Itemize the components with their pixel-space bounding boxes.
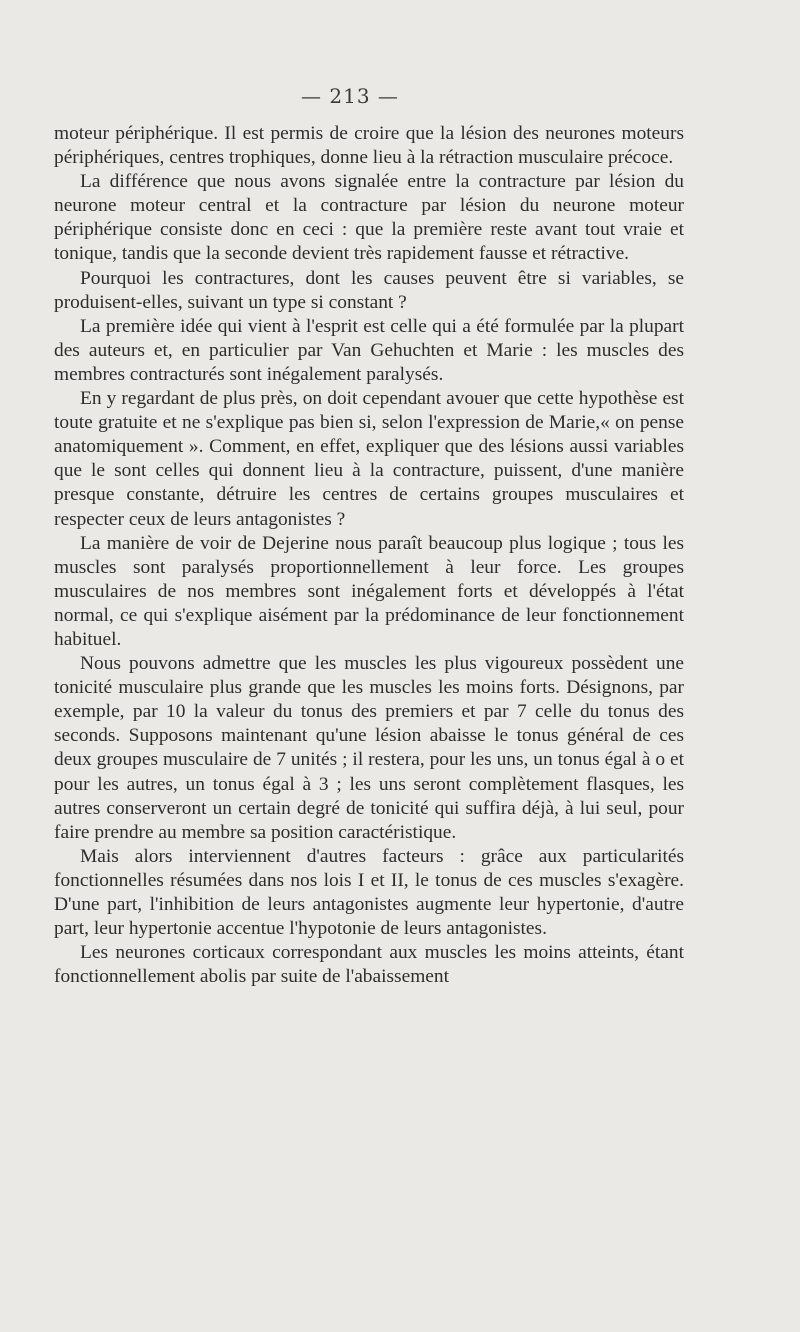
paragraph: La première idée qui vient à l'esprit est celle qui a été formulée par la plupart des auteurs et, en particulier par Van Gehuchten et Marie : les muscles des membres contracturés sont inégalement paralysés. xyxy=(54,315,684,385)
paragraph: Mais alors interviennent d'autres facteurs : grâce aux particularités fonctionnelles résumées dans nos lois I et II, le tonus de ces muscles s'exagère. D'une part, l'inhibition de leurs antagonistes augmente leur hypertonie, d'autre part, leur hypertonie accentue l'hypotonie de leurs antagonistes. xyxy=(54,845,684,940)
paragraph: La différence que nous avons signalée entre la contracture par lésion du neurone moteur central et la contracture par lésion du neurone moteur périphérique consiste donc en ceci : que la première reste avant tout vraie et tonique, tandis que la seconde devient très rapidement fausse et rétractive. xyxy=(54,171,684,265)
body-text xyxy=(54,122,684,989)
paragraph: Les neurones corticaux correspondant aux muscles les moins atteints, étant fonctionnellement abolis par suite de l'abaissement xyxy=(54,942,684,988)
paragraph: Pourquoi les contractures, dont les causes peuvent être si variables, se produisent-elles, suivant un type si constant ? xyxy=(54,267,684,313)
paragraph: La manière de voir de Dejerine nous paraît beaucoup plus logique ; tous les muscles sont paralysés proportionnellement à leur force. Les groupes musculaires de nos membres sont inégalement forts et développés à l'état normal, ce qui s'explique aisément par la prédominance de leur fonctionnement habituel. xyxy=(54,532,684,650)
paragraph: En y regardant de plus près, on doit cependant avouer que cette hypothèse est toute gratuite et ne s'explique pas bien si, selon l'expression de Marie,« on pense anatomiquement ». Comment, en effet, expliquer que des lésions aussi variables que le sont celles qui donnent lieu à la contracture, puissent, d'une manière presque constante, détruire les centres de certains groupes musculaires et respecter ceux de leurs antagonistes ? xyxy=(54,388,684,530)
paragraph: Nous pouvons admettre que les muscles les plus vigoureux possèdent une tonicité musculaire plus grande que les muscles les moins forts. Désignons, par exemple, par 10 la valeur du tonus des premiers et par 7 celle du tonus des seconds. Supposons maintenant qu'une lésion abaisse le tonus général de ces deux groupes musculaire de 7 unités ; il restera, pour les uns, un tonus égal à o et pour les autres, un tonus égal à 3 ; les uns seront complètement flasques, les autres conserveront un certain degré de tonicité qui suffira déjà, à lui seul, pour faire prendre au membre sa position caractéristique. xyxy=(54,653,684,843)
paragraph: moteur périphérique. Il est permis de croire que la lésion des neurones moteurs périphériques, centres trophiques, donne lieu à la rétraction musculaire précoce. xyxy=(54,123,684,169)
page-number: — 213 — xyxy=(301,84,399,108)
